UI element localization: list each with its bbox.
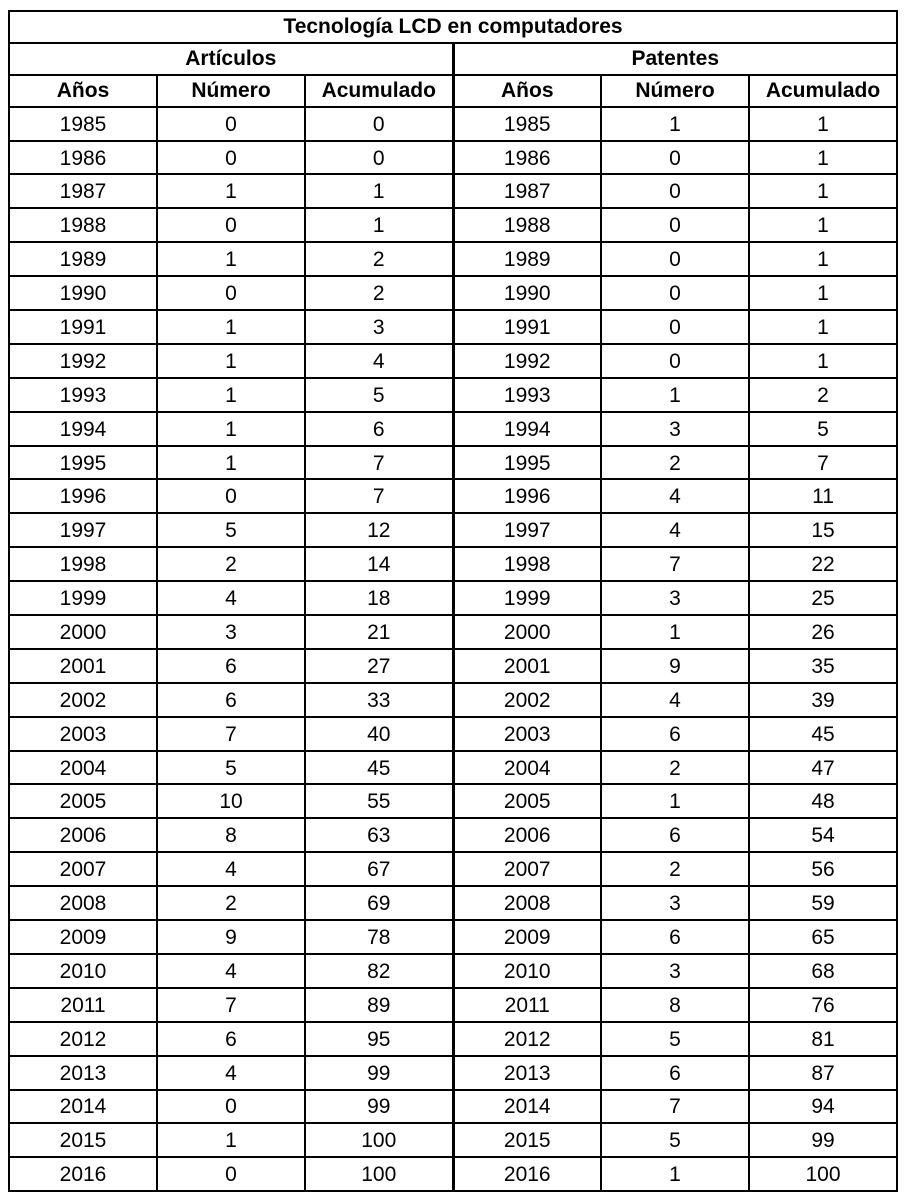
- patentes-cumulative-cell: 39: [749, 683, 897, 717]
- articulos-year-cell: 1996: [9, 479, 157, 513]
- articulos-year-cell: 1985: [9, 107, 157, 141]
- articulos-number-cell: 2: [157, 547, 305, 581]
- patentes-cumulative-cell: 35: [749, 649, 897, 683]
- group-header-row: [9, 43, 897, 75]
- articulos-number-cell: 7: [157, 717, 305, 751]
- articulos-number-cell: 1: [157, 242, 305, 276]
- articulos-number-cell: 3: [157, 615, 305, 649]
- patentes-number-cell: 0: [601, 141, 749, 175]
- patentes-year-cell: 2008: [453, 886, 601, 920]
- patentes-cumulative-cell: 81: [749, 1022, 897, 1056]
- table-row: [9, 649, 897, 683]
- articulos-year-cell: 1986: [9, 141, 157, 175]
- patentes-year-cell: 2007: [453, 852, 601, 886]
- patentes-number-cell: 6: [601, 717, 749, 751]
- table-row: [9, 446, 897, 480]
- articulos-year-cell: 1992: [9, 344, 157, 378]
- patentes-number-cell: 1: [601, 107, 749, 141]
- articulos-year-cell: 2013: [9, 1056, 157, 1090]
- patentes-cumulative-cell: 76: [749, 988, 897, 1022]
- articulos-year-cell: 1993: [9, 378, 157, 412]
- table-row: [9, 513, 897, 547]
- table-row: [9, 886, 897, 920]
- articulos-year-cell: 2014: [9, 1090, 157, 1124]
- articulos-number-cell: 1: [157, 1123, 305, 1157]
- articulos-year-cell: 2006: [9, 818, 157, 852]
- table-row: [9, 818, 897, 852]
- patentes-cumulative-cell: 1: [749, 310, 897, 344]
- articulos-year-cell: 2016: [9, 1157, 157, 1191]
- articulos-year-cell: 2002: [9, 683, 157, 717]
- patentes-number-cell: 2: [601, 852, 749, 886]
- articulos-number-cell: 7: [157, 988, 305, 1022]
- patentes-year-cell: 2009: [453, 920, 601, 954]
- articulos-year-cell: 2009: [9, 920, 157, 954]
- articulos-number-cell: 6: [157, 683, 305, 717]
- articulos-cumulative-cell: 100: [305, 1157, 453, 1191]
- table-row: [9, 784, 897, 818]
- articulos-number-cell: 4: [157, 954, 305, 988]
- articulos-cumulative-cell: 14: [305, 547, 453, 581]
- patentes-cumulative-cell: 68: [749, 954, 897, 988]
- articulos-year-cell: 2010: [9, 954, 157, 988]
- patentes-year-cell: 2005: [453, 784, 601, 818]
- column-header-row: [9, 75, 897, 107]
- articulos-cumulative-cell: 67: [305, 852, 453, 886]
- patentes-year-cell: 1996: [453, 479, 601, 513]
- articulos-year-cell: 2008: [9, 886, 157, 920]
- articulos-cumulative-cell: 99: [305, 1056, 453, 1090]
- articulos-year-cell: 2012: [9, 1022, 157, 1056]
- articulos-cumulative-cell: 69: [305, 886, 453, 920]
- articulos-cumulative-cell: 0: [305, 107, 453, 141]
- table-row: [9, 988, 897, 1022]
- patentes-cumulative-cell: 59: [749, 886, 897, 920]
- articulos-year-cell: 2007: [9, 852, 157, 886]
- patentes-cumulative-cell: 94: [749, 1090, 897, 1124]
- patentes-year-cell: 1997: [453, 513, 601, 547]
- patentes-year-cell: 1990: [453, 276, 601, 310]
- patentes-number-cell: 0: [601, 276, 749, 310]
- patentes-year-cell: 2015: [453, 1123, 601, 1157]
- patentes-cumulative-cell: 87: [749, 1056, 897, 1090]
- patentes-year-cell: 2016: [453, 1157, 601, 1191]
- group-header-articulos: Artículos: [9, 43, 453, 75]
- articulos-cumulative-cell: 7: [305, 479, 453, 513]
- articulos-year-cell: 1997: [9, 513, 157, 547]
- patentes-year-cell: 1992: [453, 344, 601, 378]
- patentes-year-cell: 1998: [453, 547, 601, 581]
- patentes-year-cell: 1999: [453, 581, 601, 615]
- patentes-cumulative-cell: 25: [749, 581, 897, 615]
- patentes-number-cell: 1: [601, 784, 749, 818]
- articulos-cumulative-cell: 21: [305, 615, 453, 649]
- patentes-cumulative-cell: 65: [749, 920, 897, 954]
- patentes-cumulative-cell: 99: [749, 1123, 897, 1157]
- articulos-cumulative-cell: 2: [305, 276, 453, 310]
- articulos-cumulative-cell: 100: [305, 1123, 453, 1157]
- table-row: [9, 852, 897, 886]
- articulos-cumulative-cell: 3: [305, 310, 453, 344]
- table-row: [9, 174, 897, 208]
- patentes-year-cell: 1988: [453, 208, 601, 242]
- articulos-cumulative-cell: 82: [305, 954, 453, 988]
- table-title: Tecnología LCD en computadores: [9, 11, 897, 43]
- patentes-number-cell: 0: [601, 208, 749, 242]
- articulos-number-cell: 0: [157, 1090, 305, 1124]
- patentes-year-cell: 2002: [453, 683, 601, 717]
- table-row: [9, 920, 897, 954]
- patentes-cumulative-cell: 1: [749, 276, 897, 310]
- articulos-year-cell: 2000: [9, 615, 157, 649]
- articulos-number-cell: 0: [157, 141, 305, 175]
- table-row: [9, 1123, 897, 1157]
- patentes-year-cell: 1991: [453, 310, 601, 344]
- table-row: [9, 547, 897, 581]
- table-row: [9, 751, 897, 785]
- articulos-year-cell: 2015: [9, 1123, 157, 1157]
- patentes-cumulative-cell: 2: [749, 378, 897, 412]
- table-row: [9, 615, 897, 649]
- articulos-cumulative-cell: 12: [305, 513, 453, 547]
- patentes-year-cell: 2012: [453, 1022, 601, 1056]
- table-row: [9, 276, 897, 310]
- patentes-year-cell: 2003: [453, 717, 601, 751]
- patentes-year-cell: 1994: [453, 412, 601, 446]
- table-row: [9, 1090, 897, 1124]
- articulos-number-cell: 5: [157, 751, 305, 785]
- column-header-articulos-cumulative: Acumulado: [305, 75, 453, 107]
- articulos-cumulative-cell: 18: [305, 581, 453, 615]
- patentes-number-cell: 3: [601, 954, 749, 988]
- patentes-year-cell: 2000: [453, 615, 601, 649]
- table-row: [9, 107, 897, 141]
- patentes-cumulative-cell: 1: [749, 344, 897, 378]
- articulos-number-cell: 1: [157, 446, 305, 480]
- table-row: [9, 208, 897, 242]
- articulos-cumulative-cell: 55: [305, 784, 453, 818]
- patentes-year-cell: 1985: [453, 107, 601, 141]
- articulos-cumulative-cell: 7: [305, 446, 453, 480]
- patentes-cumulative-cell: 45: [749, 717, 897, 751]
- articulos-number-cell: 0: [157, 276, 305, 310]
- patentes-number-cell: 3: [601, 581, 749, 615]
- patentes-cumulative-cell: 11: [749, 479, 897, 513]
- articulos-cumulative-cell: 0: [305, 141, 453, 175]
- patentes-cumulative-cell: 15: [749, 513, 897, 547]
- table-row: [9, 683, 897, 717]
- articulos-number-cell: 4: [157, 581, 305, 615]
- patentes-year-cell: 2006: [453, 818, 601, 852]
- patentes-number-cell: 5: [601, 1022, 749, 1056]
- articulos-number-cell: 1: [157, 310, 305, 344]
- patentes-number-cell: 2: [601, 446, 749, 480]
- patentes-cumulative-cell: 1: [749, 208, 897, 242]
- patentes-year-cell: 1995: [453, 446, 601, 480]
- patentes-number-cell: 1: [601, 1157, 749, 1191]
- patentes-year-cell: 2004: [453, 751, 601, 785]
- patentes-number-cell: 8: [601, 988, 749, 1022]
- articulos-cumulative-cell: 63: [305, 818, 453, 852]
- articulos-year-cell: 1990: [9, 276, 157, 310]
- column-header-patentes-cumulative: Acumulado: [749, 75, 897, 107]
- articulos-year-cell: 2004: [9, 751, 157, 785]
- patentes-number-cell: 0: [601, 242, 749, 276]
- patentes-cumulative-cell: 56: [749, 852, 897, 886]
- articulos-number-cell: 6: [157, 649, 305, 683]
- patentes-year-cell: 2011: [453, 988, 601, 1022]
- articulos-year-cell: 2003: [9, 717, 157, 751]
- patentes-number-cell: 1: [601, 378, 749, 412]
- patentes-year-cell: 1987: [453, 174, 601, 208]
- patentes-cumulative-cell: 26: [749, 615, 897, 649]
- articulos-cumulative-cell: 2: [305, 242, 453, 276]
- articulos-cumulative-cell: 45: [305, 751, 453, 785]
- patentes-cumulative-cell: 7: [749, 446, 897, 480]
- table-row: [9, 479, 897, 513]
- table-row: [9, 717, 897, 751]
- patentes-year-cell: 1989: [453, 242, 601, 276]
- patentes-number-cell: 6: [601, 920, 749, 954]
- patentes-year-cell: 2010: [453, 954, 601, 988]
- table-row: [9, 310, 897, 344]
- title-row: [9, 11, 897, 43]
- patentes-year-cell: 1993: [453, 378, 601, 412]
- articulos-cumulative-cell: 95: [305, 1022, 453, 1056]
- patentes-year-cell: 2001: [453, 649, 601, 683]
- patentes-cumulative-cell: 47: [749, 751, 897, 785]
- patentes-cumulative-cell: 5: [749, 412, 897, 446]
- articulos-year-cell: 1999: [9, 581, 157, 615]
- articulos-cumulative-cell: 89: [305, 988, 453, 1022]
- patentes-number-cell: 1: [601, 615, 749, 649]
- articulos-number-cell: 0: [157, 107, 305, 141]
- articulos-number-cell: 0: [157, 208, 305, 242]
- articulos-number-cell: 6: [157, 1022, 305, 1056]
- table-row: [9, 378, 897, 412]
- articulos-number-cell: 9: [157, 920, 305, 954]
- articulos-cumulative-cell: 5: [305, 378, 453, 412]
- patentes-cumulative-cell: 1: [749, 107, 897, 141]
- articulos-year-cell: 2011: [9, 988, 157, 1022]
- patentes-year-cell: 2014: [453, 1090, 601, 1124]
- patentes-number-cell: 4: [601, 683, 749, 717]
- patentes-cumulative-cell: 54: [749, 818, 897, 852]
- table-row: [9, 581, 897, 615]
- patentes-number-cell: 7: [601, 1090, 749, 1124]
- patentes-number-cell: 9: [601, 649, 749, 683]
- patentes-cumulative-cell: 22: [749, 547, 897, 581]
- articulos-year-cell: 1994: [9, 412, 157, 446]
- articulos-year-cell: 1988: [9, 208, 157, 242]
- patentes-number-cell: 6: [601, 1056, 749, 1090]
- articulos-number-cell: 0: [157, 479, 305, 513]
- articulos-year-cell: 2001: [9, 649, 157, 683]
- articulos-number-cell: 4: [157, 852, 305, 886]
- patentes-number-cell: 2: [601, 751, 749, 785]
- patentes-number-cell: 4: [601, 479, 749, 513]
- table-row: [9, 1157, 897, 1191]
- articulos-cumulative-cell: 99: [305, 1090, 453, 1124]
- patentes-year-cell: 1986: [453, 141, 601, 175]
- articulos-number-cell: 1: [157, 344, 305, 378]
- articulos-year-cell: 1995: [9, 446, 157, 480]
- articulos-cumulative-cell: 4: [305, 344, 453, 378]
- table-row: [9, 1056, 897, 1090]
- column-header-articulos-number: Número: [157, 75, 305, 107]
- patentes-cumulative-cell: 1: [749, 174, 897, 208]
- patentes-number-cell: 0: [601, 310, 749, 344]
- articulos-cumulative-cell: 1: [305, 208, 453, 242]
- articulos-number-cell: 1: [157, 378, 305, 412]
- articulos-year-cell: 2005: [9, 784, 157, 818]
- articulos-cumulative-cell: 27: [305, 649, 453, 683]
- articulos-cumulative-cell: 1: [305, 174, 453, 208]
- table-row: [9, 242, 897, 276]
- patentes-number-cell: 6: [601, 818, 749, 852]
- table-row: [9, 1022, 897, 1056]
- articulos-number-cell: 8: [157, 818, 305, 852]
- articulos-year-cell: 1987: [9, 174, 157, 208]
- articulos-year-cell: 1989: [9, 242, 157, 276]
- patentes-number-cell: 7: [601, 547, 749, 581]
- patentes-number-cell: 3: [601, 412, 749, 446]
- table-body: [9, 107, 897, 1192]
- articulos-year-cell: 1991: [9, 310, 157, 344]
- patentes-number-cell: 3: [601, 886, 749, 920]
- patentes-cumulative-cell: 1: [749, 141, 897, 175]
- articulos-number-cell: 4: [157, 1056, 305, 1090]
- articulos-year-cell: 1998: [9, 547, 157, 581]
- articulos-cumulative-cell: 78: [305, 920, 453, 954]
- lcd-data-table: [8, 10, 898, 1192]
- patentes-cumulative-cell: 100: [749, 1157, 897, 1191]
- articulos-number-cell: 10: [157, 784, 305, 818]
- column-header-patentes-years: Años: [453, 75, 601, 107]
- articulos-number-cell: 5: [157, 513, 305, 547]
- patentes-cumulative-cell: 1: [749, 242, 897, 276]
- patentes-number-cell: 0: [601, 344, 749, 378]
- articulos-number-cell: 0: [157, 1157, 305, 1191]
- patentes-cumulative-cell: 48: [749, 784, 897, 818]
- table-row: [9, 954, 897, 988]
- table-row: [9, 412, 897, 446]
- table-row: [9, 141, 897, 175]
- articulos-cumulative-cell: 40: [305, 717, 453, 751]
- articulos-cumulative-cell: 6: [305, 412, 453, 446]
- patentes-number-cell: 0: [601, 174, 749, 208]
- patentes-year-cell: 2013: [453, 1056, 601, 1090]
- table-row: [9, 344, 897, 378]
- patentes-number-cell: 4: [601, 513, 749, 547]
- articulos-number-cell: 2: [157, 886, 305, 920]
- column-header-articulos-years: Años: [9, 75, 157, 107]
- group-header-patentes: Patentes: [453, 43, 897, 75]
- column-header-patentes-number: Número: [601, 75, 749, 107]
- articulos-number-cell: 1: [157, 412, 305, 446]
- articulos-cumulative-cell: 33: [305, 683, 453, 717]
- articulos-number-cell: 1: [157, 174, 305, 208]
- patentes-number-cell: 5: [601, 1123, 749, 1157]
